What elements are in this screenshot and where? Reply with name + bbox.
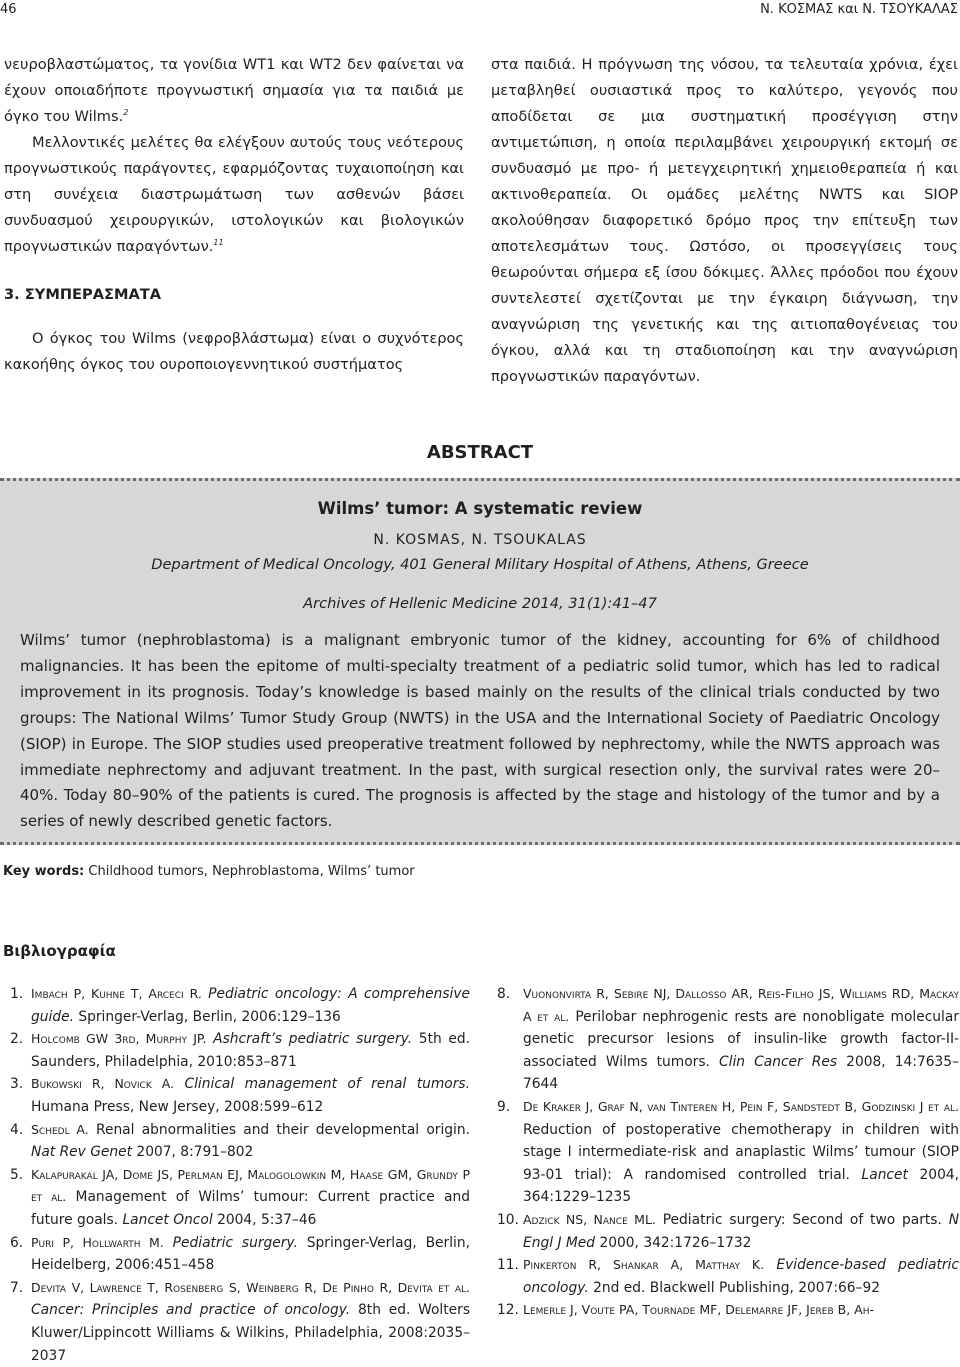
- references-right: [497, 983, 959, 1322]
- body-paragraph: Ο όγκος του Wilms (νεφροβλάστωμα) είναι ο συχνότερος κακοήθης όγκος του ουροποιογεννητικού συστήματος: [4, 330, 464, 373]
- running-header: [0, 0, 960, 22]
- abstract-citation: Archives of Hellenic Medicine 2014, 31(1):41–47: [303, 595, 657, 612]
- body-paragraph: Μελλοντικές μελέτες θα ελέγξουν αυτούς τους νεότερους προγνωστικούς παράγοντες, εφαρμόζοντας τυχαιοποίηση και στη συνέχεια διαστρωμάτωση των ασθενών βάσει συνδυασμού χειρουργικών, ιστολογικών και βιολογικών προγνωστικών παραγόντων.$^{11}$: [4, 134, 464, 255]
- reference-item: 3. Bukowski R, Novick A. Clinical management of renal tumors. Humana Press, New Jersey, 2008:599–612: [10, 1076, 470, 1115]
- body-paragraph: στα παιδιά. Η πρόγνωση της νόσου, τα τελευταία χρόνια, έχει μεταβληθεί ουσιαστικά προς το καλύτερο, γεγονός που αποδίδεται σε μια συστηματική προσέγγιση στην αντιμετώπιση, η οποία περιλαμβάνει χειρουργική εκτομή σε συνδυασμό με προ- ή μετεγχειρητική χημειοθεραπεία ή και ακτινοθεραπεία. Οι ομάδες μελέτης NWTS και SIOP ακολούθησαν διαφορετικό δρόμο προς την επίτευξη των αποτελεσμάτων τους. Ωστόσο, οι προσεγγίσεις τους θεωρούνται σήμερα εξ ίσου δόκιμες. Άλλες πρόοδοι που έχουν συντελεστεί σχετίζονται με την έγκαιρη διάγνωση, την αναγνώριση της γενετικής και της αιτιοπαθογένειας του όγκου, αλλά και τη σταδιοποίηση και την αναγνώριση προγνωστικών παραγόντων.: [491, 56, 958, 385]
- page-number: 46: [0, 2, 17, 17]
- section-title: 3. ΣΥΜΠΕΡΑΣΜΑΤΑ: [4, 286, 162, 303]
- left-column: [4, 52, 464, 378]
- reference-item: 7. Devita V, Lawrence T, Rosenberg S, Weinberg R, De Pinho R, Devita et al. Cancer: Principles and practice of oncology. 8th ed. Wolters Kluwer/Lippincott Williams & Wilkins, Philadelphia, 2008:2035–2037: [10, 1279, 471, 1364]
- body-paragraph: νευροβλαστώματος, τα γονίδια WT1 και WT2 δεν φαίνεται να έχουν οποιαδήποτε προγνωστική σημασία για τα παιδιά με όγκο του Wilms.$^2$: [4, 56, 464, 125]
- running-header-authors: Ν. ΚΟΣΜΑΣ και Ν. ΤΣΟΥΚΑΛΑΣ: [760, 2, 958, 17]
- keywords-label: Key words:: [3, 864, 85, 879]
- abstract-authors: N. KOSMAS, N. TSOUKALAS: [373, 532, 587, 548]
- dotted-divider: [0, 478, 960, 481]
- abstract-heading: ABSTRACT: [426, 442, 534, 463]
- reference-item: 8. Vuononvirta R, Sebire NJ, Dallosso AR, Reis-Filho JS, Williams RD, Mackay A et al. Perilobar nephrogenic rests are nonobligate molecular genetic precursor lesions of insulin-like growth factor-II-associated Wilms tumors. Clin Cancer Res 2008, 14:7635–7644: [497, 986, 960, 1093]
- references-heading: Βιβλιογραφία: [3, 942, 116, 960]
- reference-item: 9. De Kraker J, Graf N, van Tinteren H, Pein F, Sandstedt B, Godzinski J et al. Reduction of postoperative chemotherapy in children with stage I intermediate-risk and anaplastic Wilms’ tumour (SIOP 93-01 trial): A randomised controlled trial. Lancet 2004, 364:1229–1235: [497, 1098, 960, 1206]
- abstract-affiliation: Department of Medical Oncology, 401 General Military Hospital of Athens, Athens, Greece: [151, 556, 809, 573]
- reference-item: 11. Pinkerton R, Shankar A, Matthay K. Evidence-based pediatric oncology. 2nd ed. Blackwell Publishing, 2007:66–92: [497, 1257, 959, 1296]
- abstract-body: Wilms’ tumor (nephroblastoma) is a malignant embryonic tumor of the kidney, accounting for 6% of childhood malignancies. It has been the epitome of multi-specialty treatment of a pediatric solid tumor, which has led to radical improvement in its prognosis. Today’s knowledge is based mainly on the results of the clinical trials conducted by two groups: The National Wilms’ Tumor Study Group (NWTS) in the USA and the International Society of Paediatric Oncology (SIOP) in Europe. The SIOP studies used preoperative treatment followed by nephrectomy, while the NWTS approach was immediate nephrectomy and adjuvant treatment. In the past, with surgical resection only, the survival rates were 20–40%. Today 80–90% of the patients is cured. The prognosis is affected by the stage and histology of the tumor and by a series of newly described genetic factors.: [20, 631, 940, 831]
- reference-item: 2. Holcomb GW 3rd, Murphy JP. Ashcraft’s pediatric surgery. 5th ed. Saunders, Philadelphia, 2010:853–871: [10, 1031, 471, 1070]
- keywords-text: Childhood tumors, Nephroblastoma, Wilms’ tumor: [88, 864, 415, 879]
- reference-item: 1. Imbach P, Kuhne T, Arceci R. Pediatric oncology: A comprehensive guide. Springer-Verlag, Berlin, 2006:129–136: [10, 986, 470, 1025]
- reference-item: 12. Lemerle J, Voute PA, Tournade MF, Delemarre JF, Jereb B, Ah-: [497, 1302, 874, 1319]
- keywords: [3, 864, 415, 879]
- right-column: [491, 52, 958, 390]
- dotted-divider: [0, 842, 960, 845]
- abstract-title: Wilms’ tumor: A systematic review: [317, 499, 643, 518]
- reference-item: 10. Adzick NS, Nance ML. Pediatric surgery: Second of two parts. N Engl J Med 2000, 342:1726–1732: [497, 1211, 960, 1251]
- abstract-box: [0, 478, 960, 845]
- citation-ref: 11: [213, 238, 224, 248]
- reference-item: 4. Schedl A. Renal abnormalities and their developmental origin. Nat Rev Genet 2007, 8:791–802: [10, 1121, 470, 1161]
- reference-item: 6. Puri P, Hollwarth M. Pediatric surgery. Springer-Verlag, Berlin, Heidelberg, 2006:451–458: [10, 1234, 471, 1274]
- reference-item: 5. Kalapurakal JA, Dome JS, Perlman EJ, Malogolowkin M, Haase GM, Grundy P et al. Management of Wilms’ tumour: Current practice and future goals. Lancet Oncol 2004, 5:37–46: [10, 1166, 471, 1228]
- citation-ref: 2: [123, 108, 129, 118]
- references-left: [0, 983, 470, 1367]
